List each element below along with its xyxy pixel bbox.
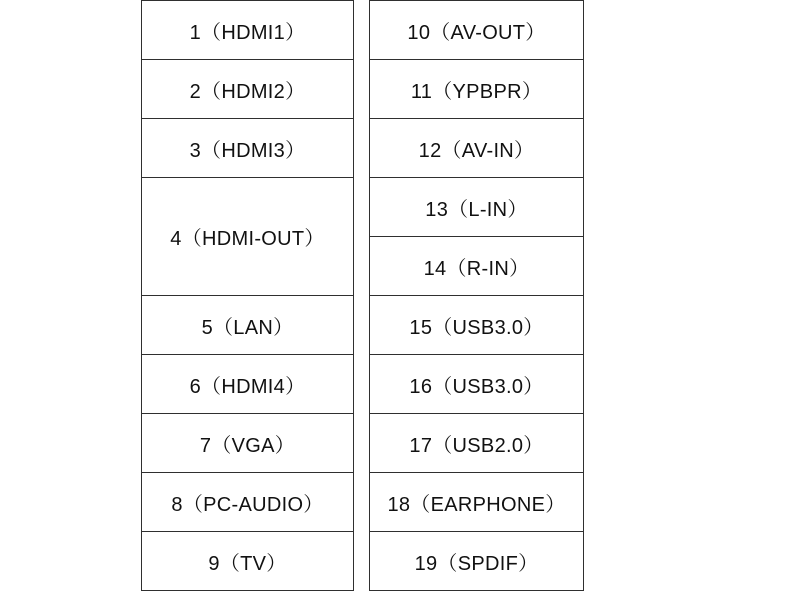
table-row	[370, 532, 584, 591]
table-row	[142, 178, 354, 296]
port-cell-12: 12（AV-IN）	[370, 119, 584, 178]
table-row	[142, 355, 354, 414]
port-cell-1: 1（HDMI1）	[142, 1, 354, 60]
port-cell-10: 10（AV-OUT）	[370, 1, 584, 60]
port-cell-11: 11（YPBPR）	[370, 60, 584, 119]
port-cell-14: 14（R-IN）	[370, 237, 584, 296]
port-cell-16: 16（USB3.0）	[370, 355, 584, 414]
table-row	[370, 1, 584, 60]
table-row	[370, 414, 584, 473]
port-cell-18: 18（EARPHONE）	[370, 473, 584, 532]
table-row	[370, 237, 584, 296]
table-row	[370, 178, 584, 237]
port-cell-4: 4（HDMI-OUT）	[142, 178, 354, 296]
port-cell-15: 15（USB3.0）	[370, 296, 584, 355]
table-row	[142, 473, 354, 532]
port-cell-9: 9（TV）	[142, 532, 354, 591]
port-cell-13: 13（L-IN）	[370, 178, 584, 237]
port-cell-7: 7（VGA）	[142, 414, 354, 473]
port-cell-5: 5（LAN）	[142, 296, 354, 355]
table-row	[142, 532, 354, 591]
port-cell-6: 6（HDMI4）	[142, 355, 354, 414]
table-row	[370, 355, 584, 414]
table-row	[370, 473, 584, 532]
port-table-right	[369, 0, 584, 591]
table-row	[370, 119, 584, 178]
table-row	[142, 1, 354, 60]
table-row	[142, 60, 354, 119]
port-cell-2: 2（HDMI2）	[142, 60, 354, 119]
table-row	[370, 296, 584, 355]
table-row	[142, 296, 354, 355]
table-row	[142, 414, 354, 473]
table-row	[142, 119, 354, 178]
port-table-left	[141, 0, 354, 591]
port-cell-17: 17（USB2.0）	[370, 414, 584, 473]
port-cell-3: 3（HDMI3）	[142, 119, 354, 178]
port-cell-19: 19（SPDIF）	[370, 532, 584, 591]
port-cell-8: 8（PC-AUDIO）	[142, 473, 354, 532]
table-row	[370, 60, 584, 119]
